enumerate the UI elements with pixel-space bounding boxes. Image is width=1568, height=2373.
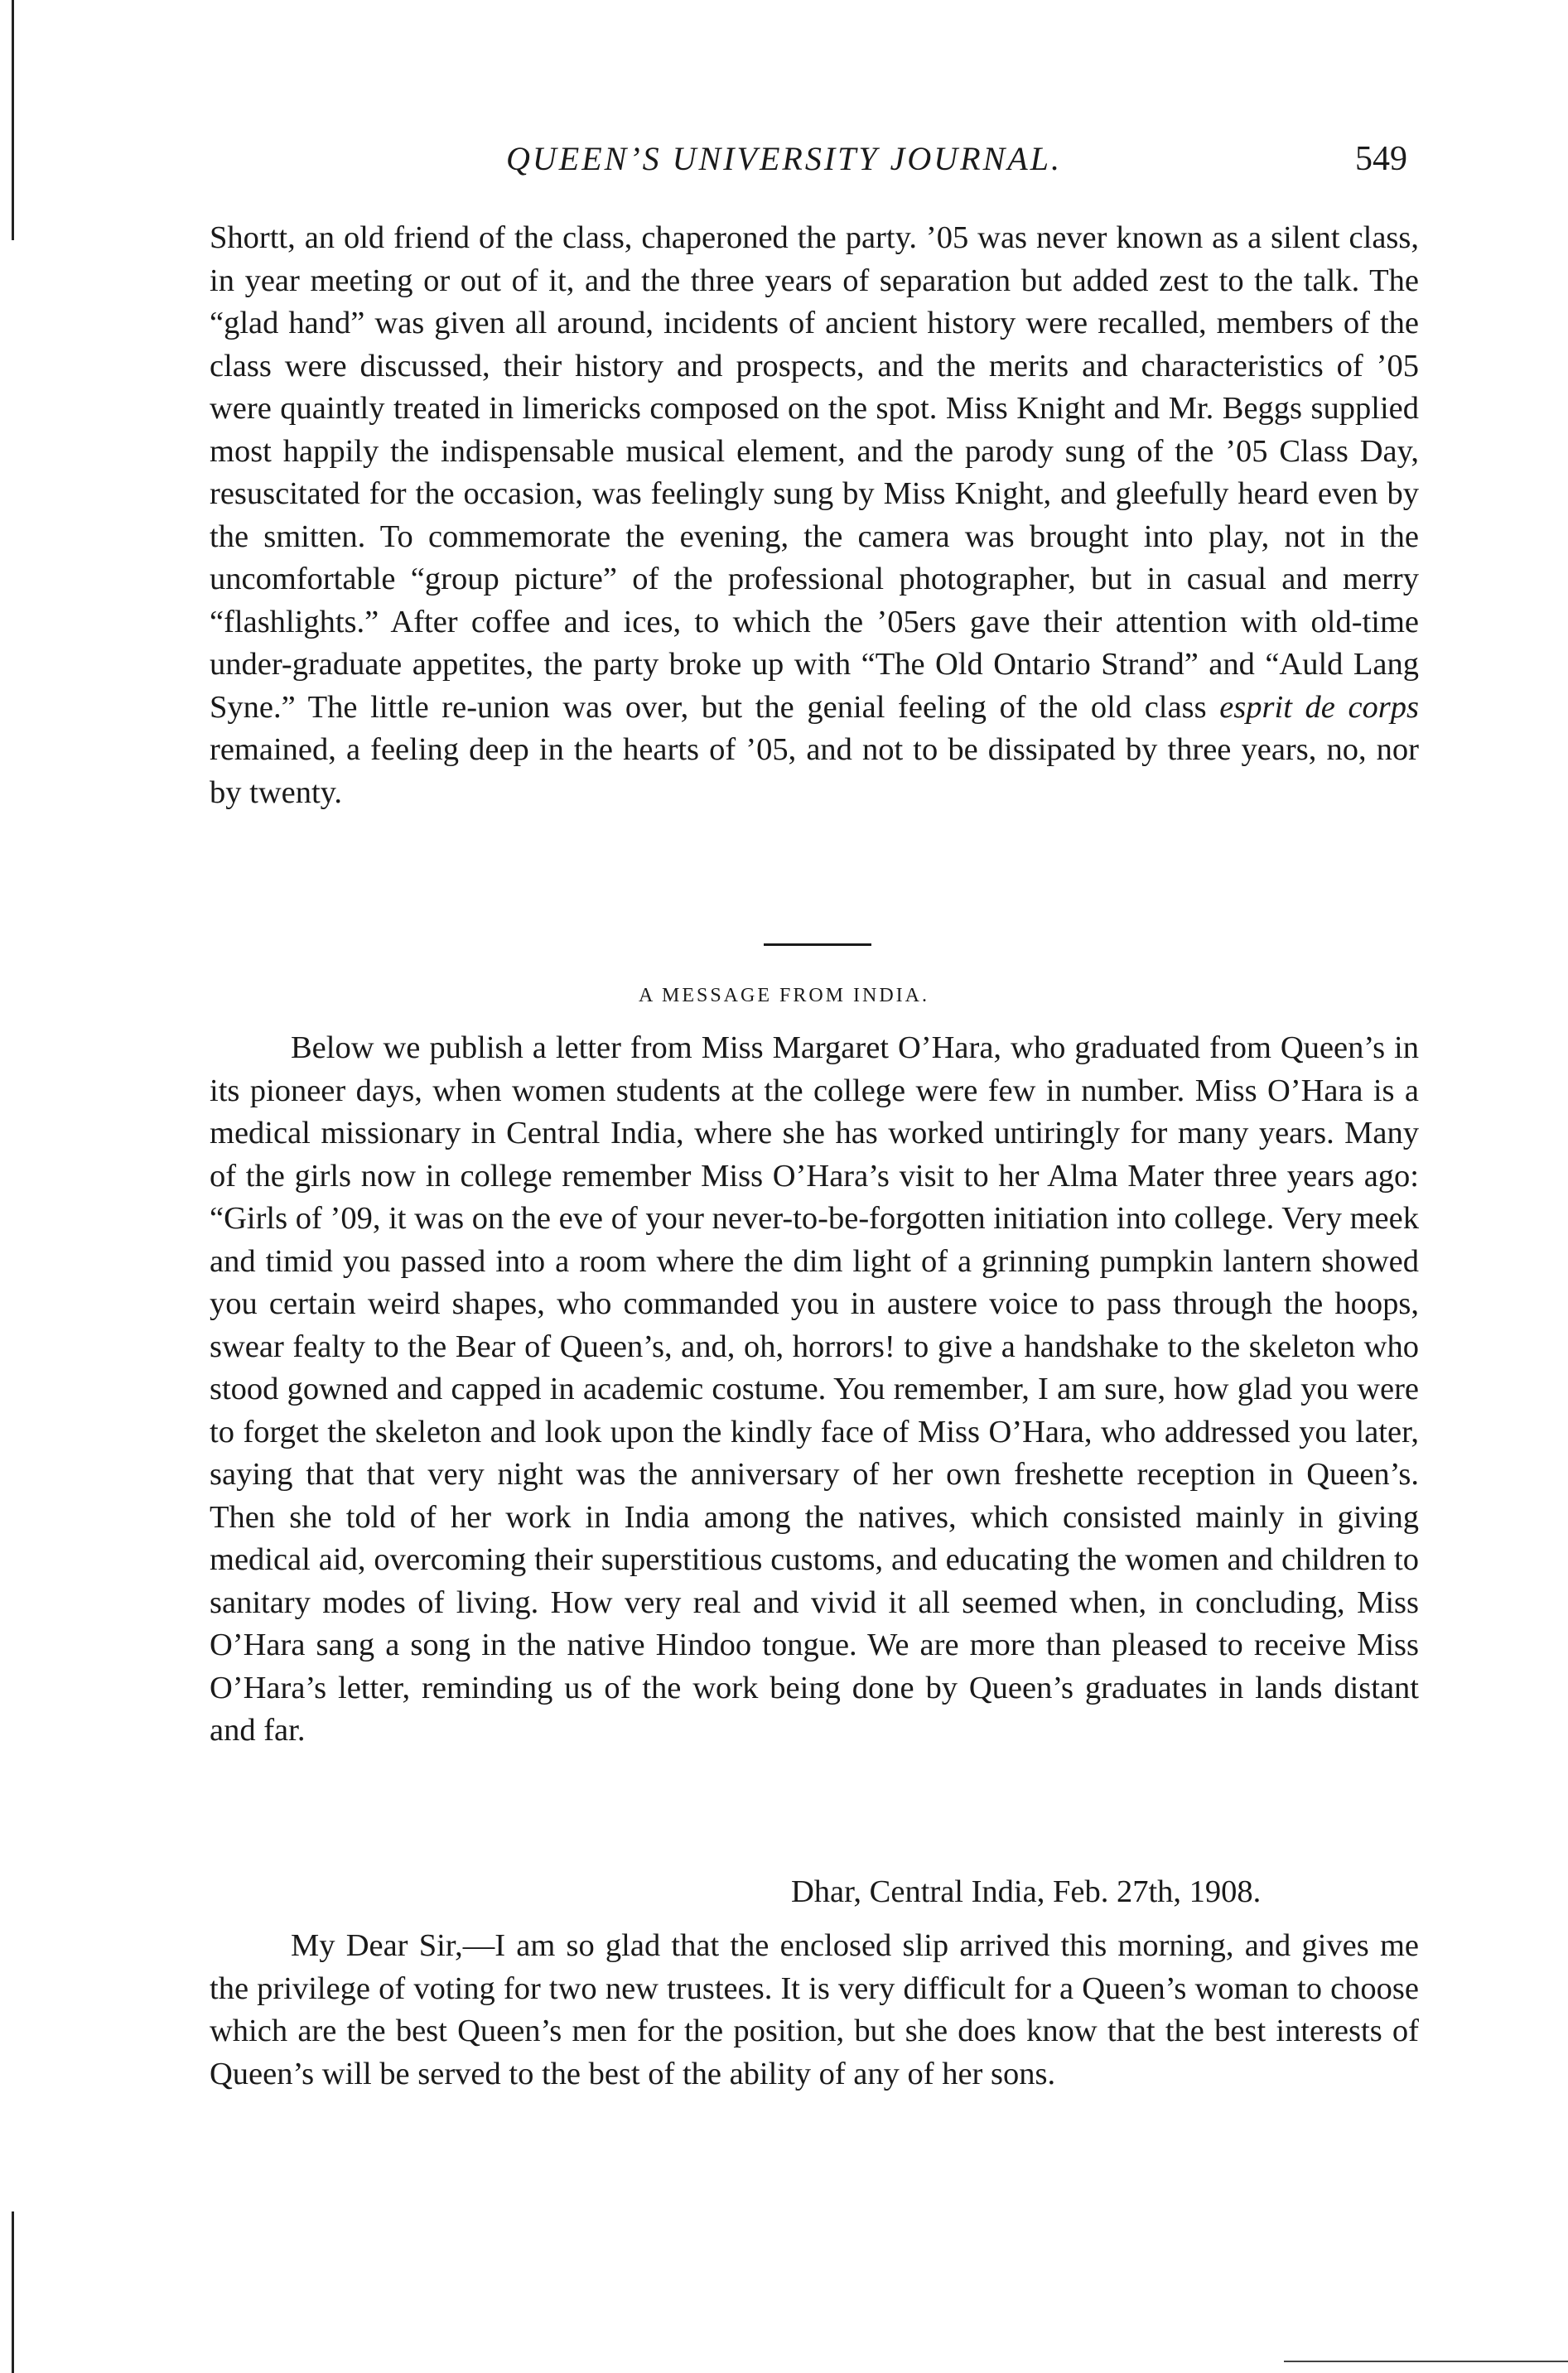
italic-phrase: esprit de corps [1219,689,1420,725]
page-number: 549 [1355,140,1407,178]
binding-edge-line [12,0,14,240]
running-title: QUEEN’S UNIVERSITY JOURNAL. [506,140,1062,177]
section-heading: A MESSAGE FROM INDIA. [638,985,930,1006]
continued-paragraph [210,217,1419,814]
intro-paragraph [210,1027,1419,1753]
continued-text-before: Shortt, an old friend of the class, chaperoned the party. ’05 was never known as a silent class, in year meeting or out of it, and the three years of separation but added zest to the talk. The “glad hand” was given all around, incidents of ancient history were recalled, members of the class were discussed, their history and prospects, and the merits and characteristics of ’05 were quaintly treated in limericks composed on the spot. Miss Knight and Mr. Beggs supplied most happily the indispensable musical element, and the parody sung of the ’05 Class Day, resuscitated for the occasion, was feelingly sung by Miss Knight, and gleefully heard even by the smitten. To commemorate the evening, the camera was brought into play, not in the uncomfortable “group picture” of the professional photographer, but in casual and merry “flashlights.” After coffee and ices, to which the ’05ers gave their attention with old-time under-graduate appetites, the party broke up with “The Old Ontario Strand” and “Auld Lang Syne.” The little re-union was over, but the genial feeling of the old class [210,220,1419,725]
continued-text-after: remained, a feeling deep in the hearts of ’05, and not to be dissipated by three years, no, nor by twenty. [210,732,1419,810]
section-divider [764,943,871,946]
letter-body [210,1925,1419,2096]
running-header [0,139,1568,189]
letter-paragraph-text: My Dear Sir,—I am so glad that the enclosed slip arrived this morning, and gives me the privilege of voting for two new trustees. It is very difficult for a Queen’s woman to choose which are the best Queen’s men for the position, but she does know that the best interests of Queen’s will be served to the best of the ability of any of her sons. [210,1928,1419,2091]
intro-paragraph-text: Below we publish a letter from Miss Margaret O’Hara, who graduated from Queen’s in its pioneer days, when women students at the college were few in number. Miss O’Hara is a medical missionary in Central India, where she has worked untiringly for many years. Many of the girls now in college remember Miss O’Hara’s visit to her Alma Mater three years ago: “Girls of ’09, it was on the eve of your never-to-be-forgotten initiation into college. Very meek and timid you passed into a room where the dim light of a grinning pumpkin lantern showed you certain weird shapes, who commanded you in austere voice to pass through the hoops, swear fealty to the Bear of Queen’s, and, oh, horrors! to give a handshake to the skeleton who stood gowned and capped in academic costume. You remember, I am sure, how glad you were to forget the skeleton and look upon the kindly face of Miss O’Hara, who addressed you later, saying that that very night was the anniversary of her own freshette reception in Queen’s. Then she told of her work in India among the natives, which consisted mainly in giving medical aid, overcoming their superstitious customs, and educating the women and children to sanitary modes of living. How very real and vivid it all seemed when, in concluding, Miss O’Hara sang a song in the native Hindoo tongue. We are more than pleased to receive Miss O’Hara’s letter, reminding us of the work being done by Queen’s graduates in lands distant and far. [210,1030,1419,1748]
page-bottom-edge [1284,2361,1568,2362]
letter-dateline: Dhar, Central India, Feb. 27th, 1908. [791,1874,1262,1909]
continued-paragraph-text [210,217,1419,814]
binding-edge-line-lower [12,2211,14,2373]
